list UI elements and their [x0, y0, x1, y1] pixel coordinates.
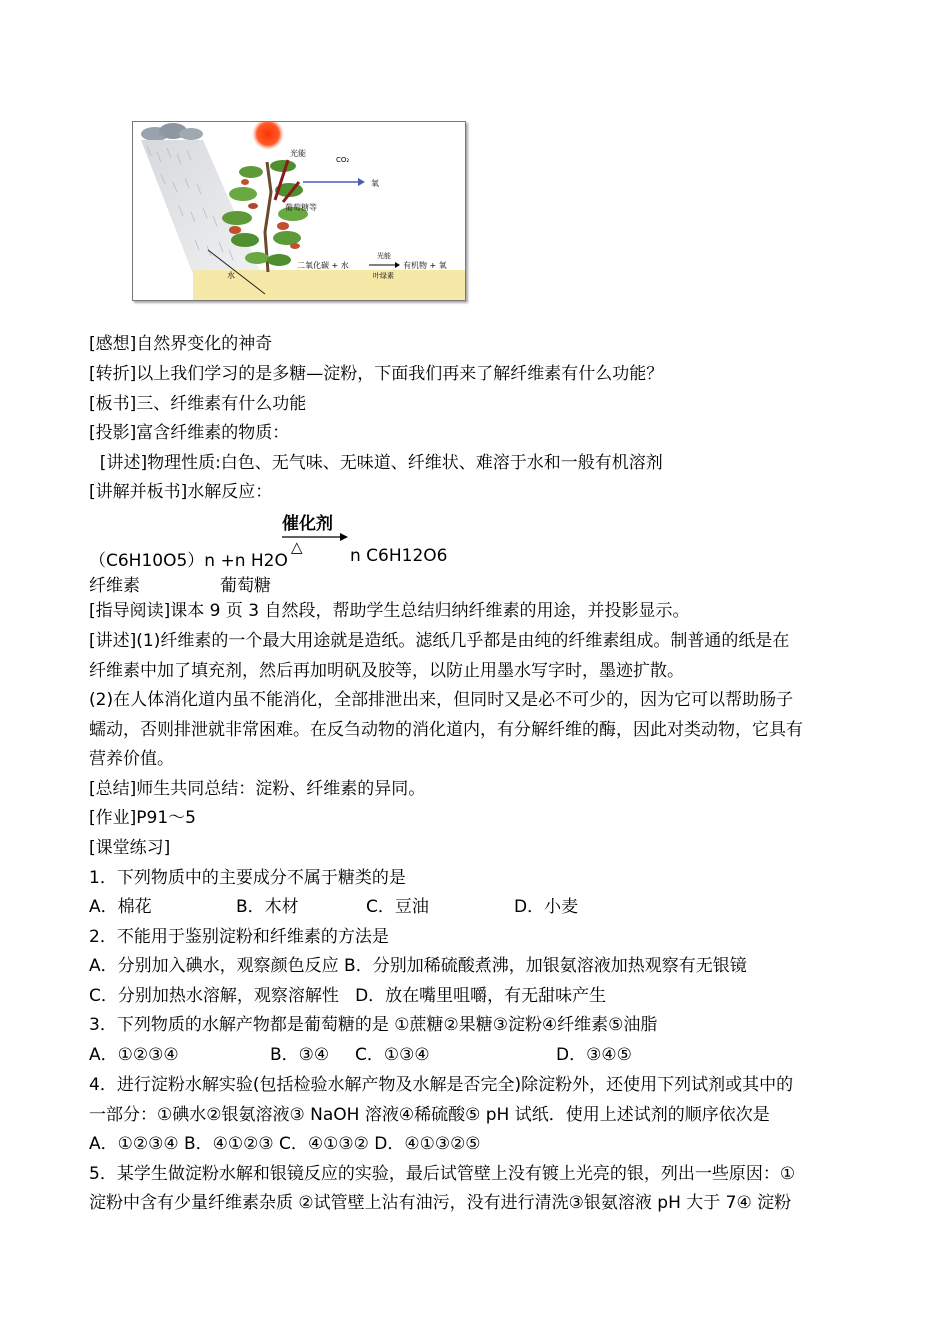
text-line: [讲解并板书]水解反应：: [89, 482, 273, 502]
q1-option-a: A．棉花: [89, 897, 152, 917]
text-line: 蠕动，否则排泄就非常困难。在反刍动物的消化道内，有分解纤维的酶，因此对类动物，它具有: [89, 720, 803, 740]
q2-options-ab: A．分别加入碘水，观察颜色反应 B．分别加稀硫酸煮沸，加银氨溶液加热观察有无银镜: [89, 956, 747, 976]
q2-options-cd: C．分别加热水溶解，观察溶解性 D．放在嘴里咀嚼，有无甜味产生: [89, 986, 607, 1006]
label-water: 水: [227, 271, 235, 280]
text-line: 营养价值。: [89, 749, 174, 769]
text-line: (2)在人体消化道内虽不能消化，全部排泄出来，但同时又是必不可少的，因为它可以帮助肠子: [89, 690, 794, 710]
q1-option-c: C．豆油: [366, 897, 429, 917]
photosynthesis-figure: [132, 121, 466, 301]
text-line: [课堂练习]: [89, 838, 171, 858]
equation-heat: △: [291, 538, 303, 556]
question-1: 1．下列物质中的主要成分不属于糖类的是: [89, 868, 406, 888]
equation-catalyst: 催化剂: [282, 514, 333, 534]
question-2: 2．不能用于鉴别淀粉和纤维素的方法是: [89, 927, 389, 947]
cloud-icon: [141, 123, 203, 141]
text-line: 纤维素中加了填充剂，然后再加明矾及胶等，以防止用墨水写字时，墨迹扩散。: [89, 661, 684, 681]
q3-option-c: C．①③④: [355, 1045, 430, 1065]
equation-label-glucose: 葡萄糖: [220, 576, 271, 596]
text-line: [投影]富含纤维素的物质：: [89, 423, 290, 443]
q3-option-b: B．③④: [270, 1045, 330, 1065]
q4-options: A．①②③④ B．④①②③ C．④①③② D．④①③②⑤: [89, 1134, 481, 1154]
label-eq-light: 光能: [377, 252, 391, 260]
text-line: [转折]以上我们学习的是多糖—淀粉，下面我们再来了解纤维素有什么功能？: [89, 364, 664, 384]
sun-icon: [252, 122, 284, 150]
question-5: 5．某学生做淀粉水解和银镜反应的实验，最后试管壁上没有镀上光亮的银，列出一些原因：①: [89, 1164, 796, 1184]
text-line: [感想]自然界变化的神奇: [89, 334, 273, 354]
q3-option-a: A．①②③④: [89, 1045, 179, 1065]
label-o2: 氧: [371, 179, 379, 188]
q3-option-d: D．③④⑤: [556, 1045, 632, 1065]
q1-option-d: D．小麦: [514, 897, 579, 917]
label-eq-left: 二氧化碳 + 水: [297, 261, 349, 270]
text-line: [讲述](1)纤维素的一个最大用途就是造纸。滤纸几乎都是由纯的纤维素组成。制普通的纸是在: [89, 631, 790, 651]
label-light: 光能: [290, 149, 306, 158]
text-line: [板书]三、纤维素有什么功能: [89, 394, 307, 414]
label-eq-right: 有机物 + 氧: [403, 261, 447, 270]
text-line: [讲述]物理性质:白色、无气味、无味道、纤维状、难溶于水和一般有机溶剂: [89, 453, 663, 473]
label-co2: CO₂: [336, 156, 350, 164]
q1-option-b: B．木材: [236, 897, 299, 917]
photosynthesis-illustration: [133, 122, 465, 300]
question-5-cont: 淀粉中含有少量纤维素杂质 ②试管壁上沾有油污，没有进行清洗③银氨溶液 pH 大于 7④ 淀粉: [89, 1193, 792, 1213]
text-line: [作业]P91～5: [89, 808, 196, 828]
question-3: 3．下列物质的水解产物都是葡萄糖的是 ①蔗糖②果糖③淀粉④纤维素⑤油脂: [89, 1015, 658, 1035]
label-eq-chlorophyll: 叶绿素: [373, 272, 394, 280]
text-line: [总结]师生共同总结：淀粉、纤维素的异同。: [89, 779, 426, 799]
equation-products: n C6H12O6: [350, 546, 448, 566]
equation-reactants: （C6H10O5）n +n H2O: [89, 551, 288, 571]
label-glucose: 葡萄糖等: [285, 203, 317, 212]
question-4-cont: 一部分：①碘水②银氨溶液③ NaOH 溶液④稀硫酸⑤ pH 试纸．使用上述试剂的顺序依次是: [89, 1105, 770, 1125]
equation-label-cellulose: 纤维素: [89, 576, 140, 596]
text-line: [指导阅读]课本 9 页 3 自然段，帮助学生总结归纳纤维素的用途，并投影显示。: [89, 601, 690, 621]
question-4: 4．进行淀粉水解实验(包括检验水解产物及水解是否完全)除淀粉外，还使用下列试剂或其中的: [89, 1075, 794, 1095]
